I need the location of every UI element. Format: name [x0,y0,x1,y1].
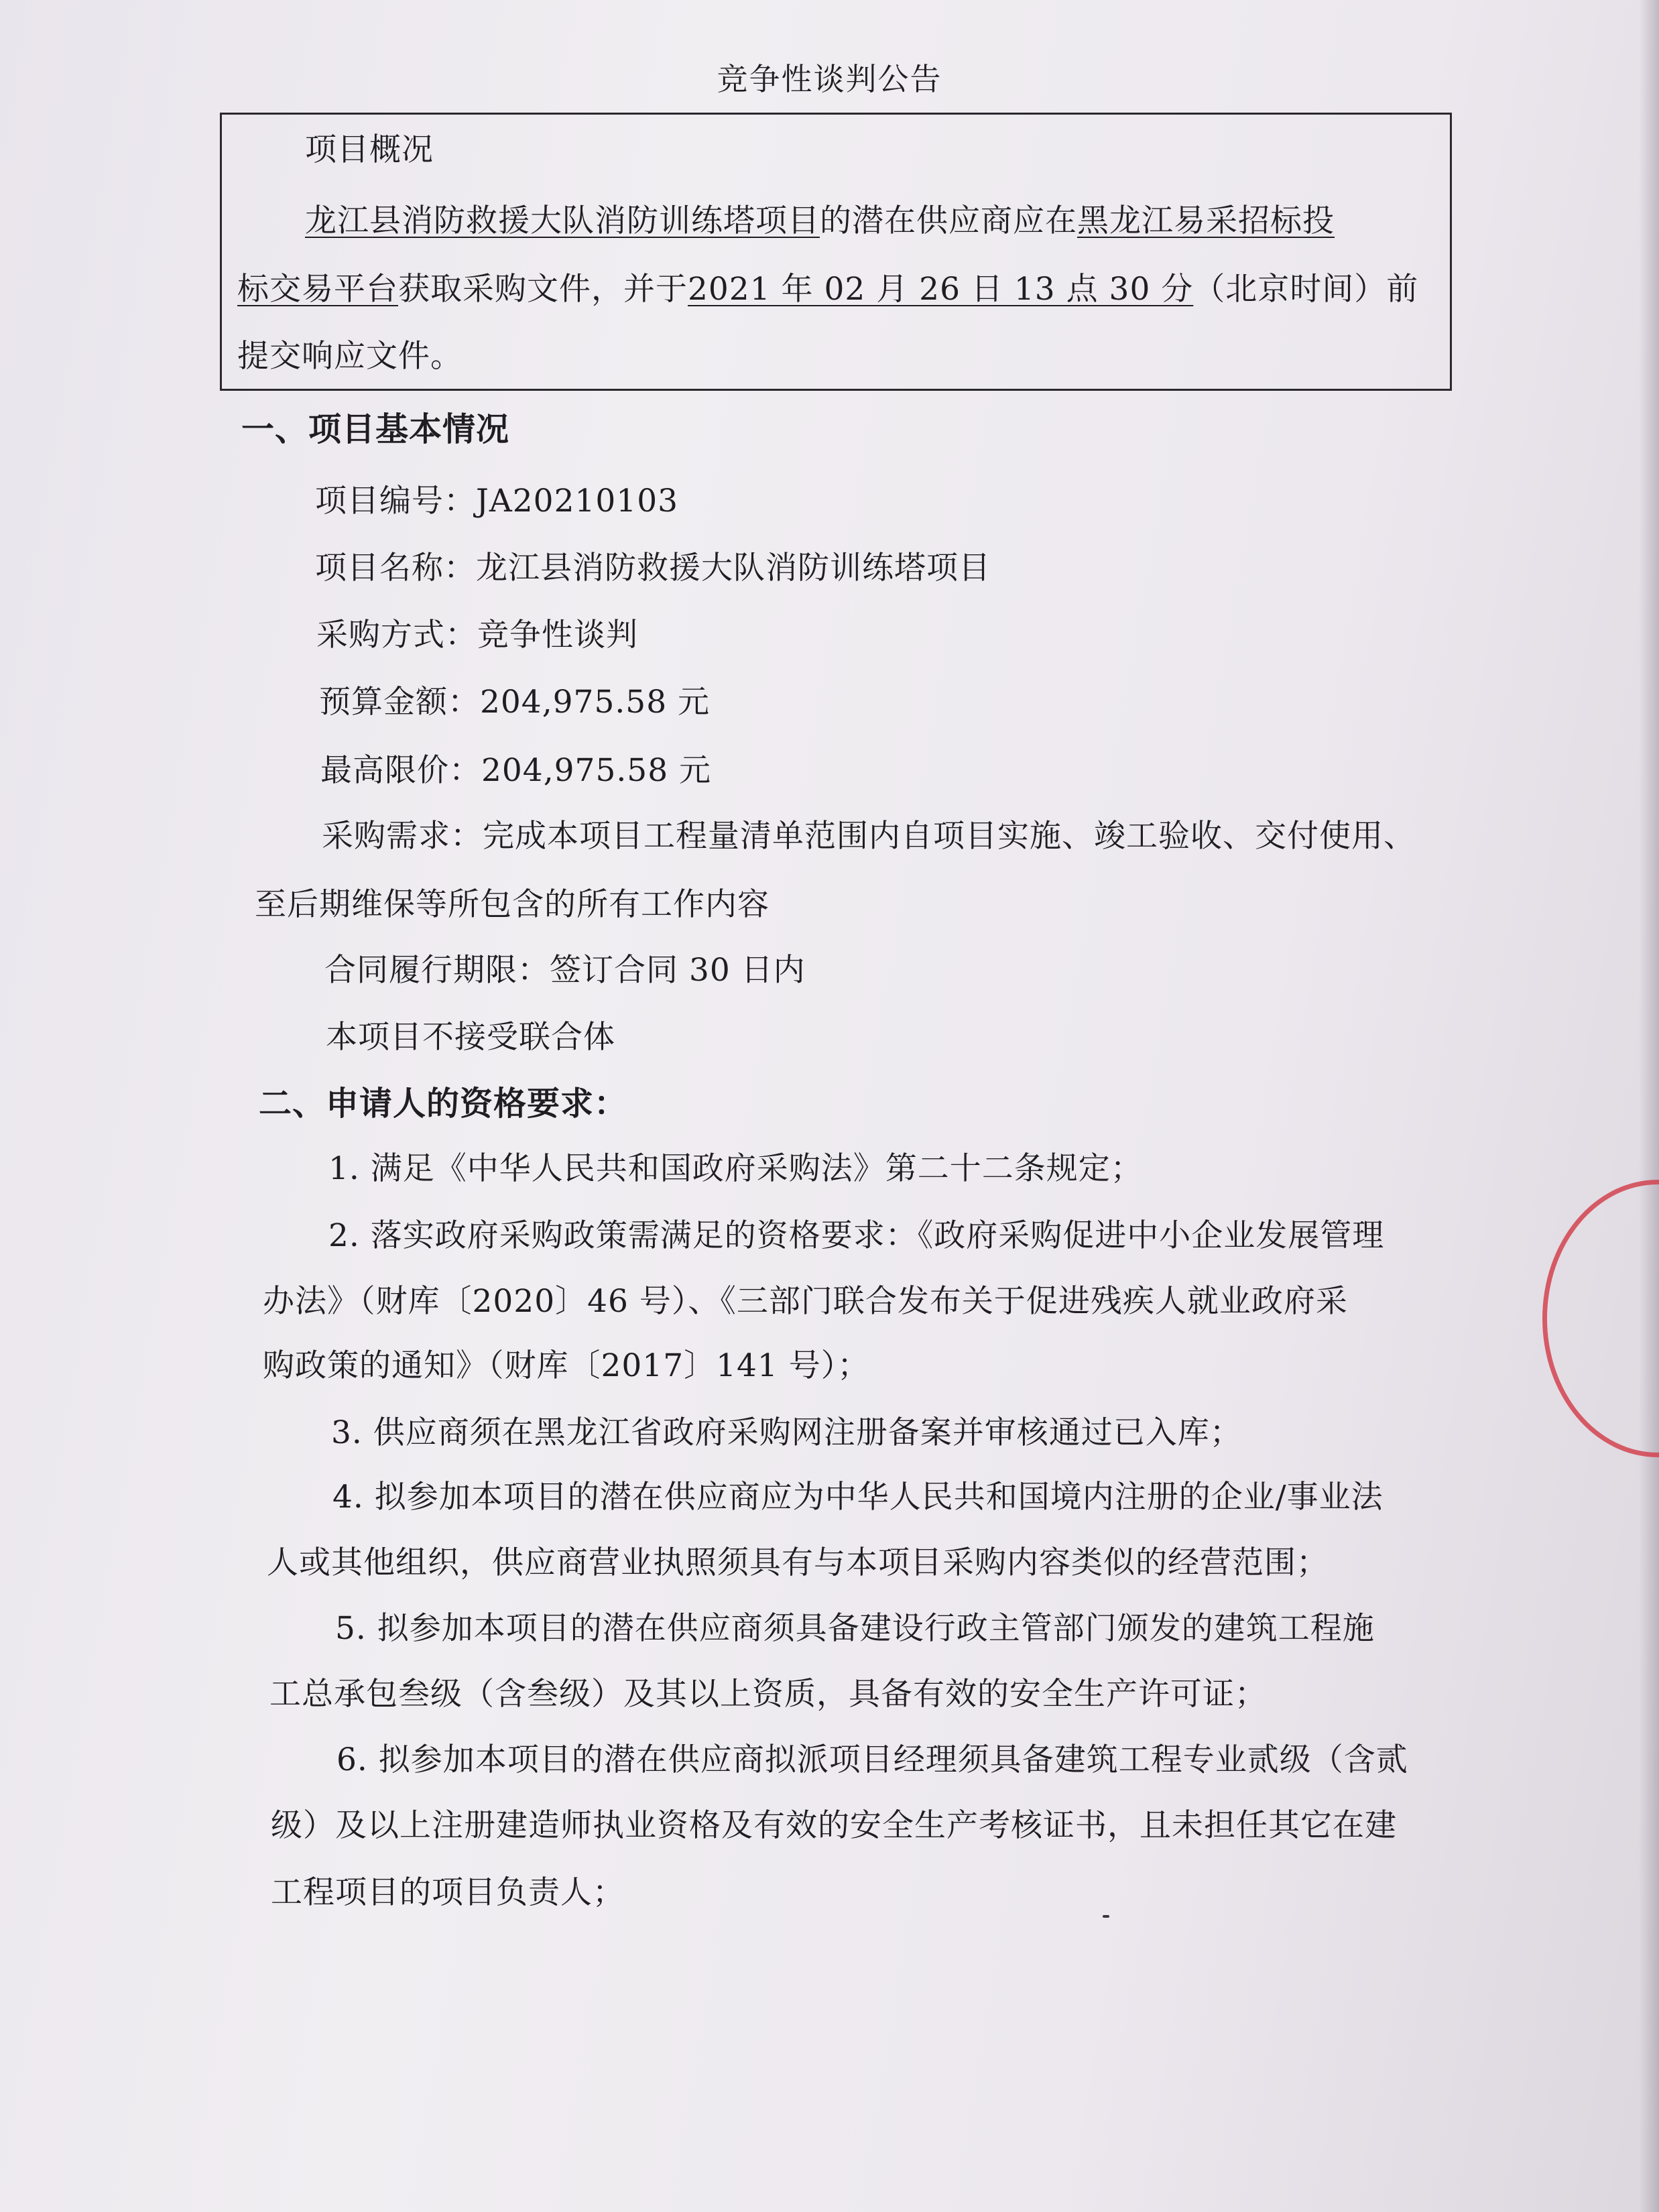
procurement-demand-line1: 采购需求：完成本项目工程量清单范围内自项目实施、竣工验收、交付使用、 [322,818,1416,855]
budget-amount: 预算金额：204,975.58 元 [319,684,711,721]
overview-platform-part2: 标交易平台 [237,271,398,308]
requirement-6-line1: 6. 拟参加本项目的潜在供应商拟派项目经理须具备建筑工程专业贰级（含贰 [336,1741,1408,1778]
contract-period: 合同履行期限：签订合同 30 日内 [324,952,806,989]
red-seal-stamp [1542,1180,1659,1457]
requirement-4-line2: 人或其他组织，供应商营业执照须具有与本项目采购内容类似的经营范围； [267,1544,1329,1581]
requirement-5-line1: 5. 拟参加本项目的潜在供应商须具备建设行政主管部门颁发的建筑工程施 [335,1610,1375,1647]
consortium-note: 本项目不接受联合体 [326,1019,615,1056]
overview-line-1 [305,196,1335,241]
requirement-2-line2: 办法》（财库〔2020〕46 号）、《三部门联合发布关于促进残疾人就业政府采 [263,1283,1348,1320]
project-name: 项目名称：龙江县消防救援大队消防训练塔项目 [315,550,991,587]
requirement-6-line3: 工程项目的项目负责人； [271,1874,625,1911]
section1-heading: 一、项目基本情况 [241,410,510,448]
section2-heading: 二、申请人的资格要求： [259,1084,628,1123]
requirement-2-line3: 购政策的通知》（财库〔2017〕141 号）； [263,1347,870,1384]
overview-project-name: 龙江县消防救援大队消防训练塔项目 [305,202,820,239]
requirement-2-line1: 2. 落实政府采购政策需满足的资格要求：《政府采购促进中小企业发展管理 [328,1217,1385,1254]
overview-text-1: 的潜在供应商应在 [820,202,1077,239]
max-price: 最高限价：204,975.58 元 [320,752,712,789]
overview-platform-part1: 黑龙江易采招标投 [1077,202,1335,239]
overview-text-3: （北京时间）前 [1193,271,1419,308]
overview-heading: 项目概况 [305,131,434,168]
paper-speck [1103,1915,1109,1918]
requirement-4-line1: 4. 拟参加本项目的潜在供应商应为中华人民共和国境内注册的企业/事业法 [332,1479,1384,1516]
requirement-6-line2: 级）及以上注册建造师执业资格及有效的安全生产考核证书，且未担任其它在建 [271,1807,1397,1844]
requirement-5-line2: 工总承包叁级（含叁级）及其以上资质，具备有效的安全生产许可证； [269,1676,1267,1713]
procurement-method: 采购方式：竞争性谈判 [316,617,638,654]
requirement-1: 1. 满足《中华人民共和国政府采购法》第二十二条规定； [328,1150,1143,1187]
overview-text-2: 获取采购文件，并于 [398,271,688,308]
overview-line-3: 提交响应文件。 [237,338,463,375]
project-number: 项目编号：JA20210103 [315,483,679,519]
overview-deadline: 2021 年 02 月 26 日 13 点 30 分 [688,271,1194,308]
procurement-demand-line2: 至后期维保等所包含的所有工作内容 [255,886,770,923]
page-edge-shadow [1639,0,1659,2212]
requirement-3: 3. 供应商须在黑龙江省政府采购网注册备案并审核通过已入库； [331,1414,1242,1451]
overview-line-2 [237,264,1418,309]
document-title: 竞争性谈判公告 [717,61,942,97]
